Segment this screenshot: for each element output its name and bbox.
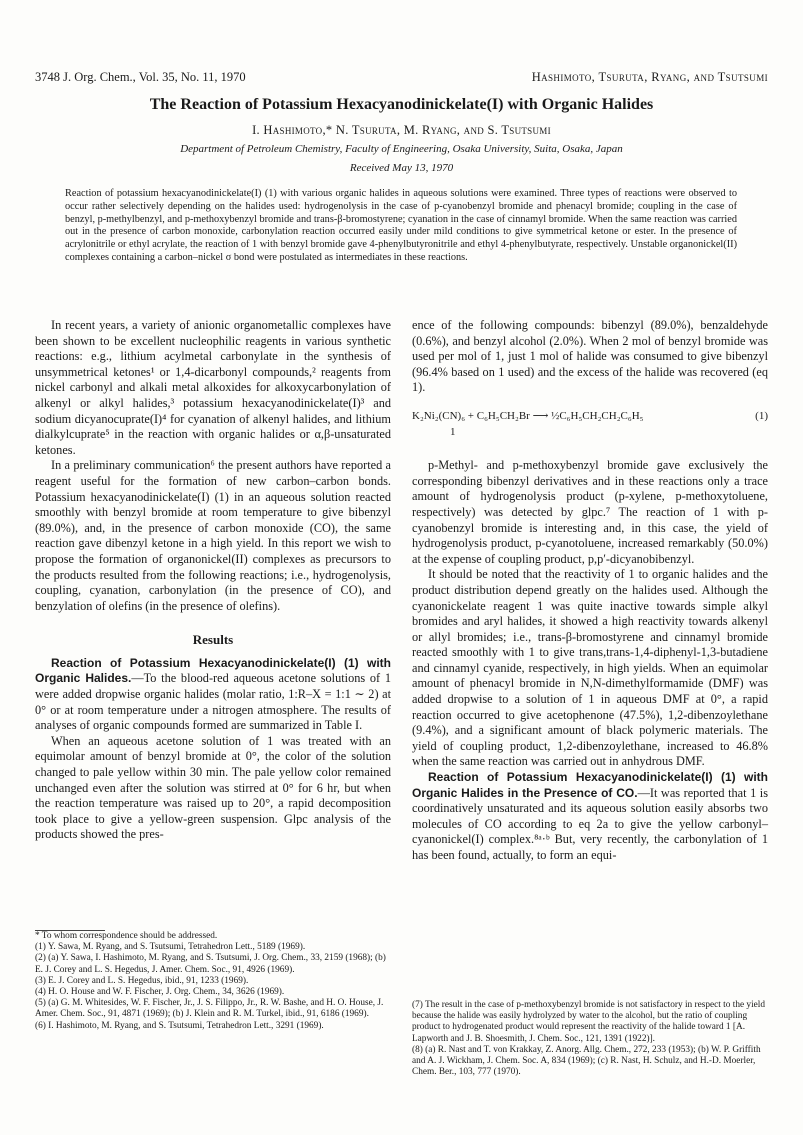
footnote: (4) H. O. House and W. F. Fischer, J. Org. Chem., 34, 3626 (1969). — [35, 987, 285, 998]
right-column — [412, 318, 768, 864]
right-paragraph-3: It should be noted that the reactivity of 1 to organic halides and the product distribution depend greatly on the halides used. Although the cyanonickelate reagent 1 was quite inactive towards simple alkyl bromides and aryl halides, it showed a high reactivity towards alkenyl or allyl bromides; i.e., trans-β-bromostyrene and cinnamyl bromide reacted smoothly with 1 to give trans,trans-1,4-diphenyl-1,3-butadiene and cinnamyl cyanide, respectively, in high yields. When an equimolar amount of phenacyl bromide in N,N-dimethylformamide (DMF) was added dropwise to a solution of 1 in aqueous DMF at 0°, a rapid reaction occurred to give acetophenone (47.5%), 1,2-dibenzoylethane (9.4%), and a significant amount of black polymeric materials. The yield of coupling product, 1,2-dibenzoylethane, increased to 46.8% when the same reaction was carried out in anhydrous DMF. — [412, 567, 768, 769]
section-1-heading: Reaction of Potassium Hexacyanodinickelate(I) (1) with Organic Halides. — [35, 655, 391, 686]
section-1-text: —To the blood-red aqueous acetone solutions of 1 were added dropwise organic halides (molar ratio, 1:R–X = 1:1 ∼ 2) at 0° or at room temperature under a nitrogen atmosphere. The results of analyses of organic compounds formed are summarized in Table I. — [35, 671, 392, 733]
affiliation: Department of Petroleum Chemistry, Faculty of Engineering, Osaka University, Suita, Osaka, Japan — [180, 143, 623, 155]
left-column — [35, 318, 391, 843]
section-1-paragraph — [35, 656, 391, 734]
section-2-paragraph — [412, 770, 768, 864]
footnote: (6) I. Hashimoto, M. Ryang, and S. Tsutsumi, Tetrahedron Lett., 3291 (1969). — [35, 1020, 324, 1031]
received-date: Received May 13, 1970 — [349, 162, 454, 174]
footnote: (3) E. J. Corey and L. S. Hegedus, ibid., 91, 1233 (1969). — [35, 975, 249, 986]
equation-number: (1) — [755, 409, 768, 422]
section-2-heading: Reaction of Potassium Hexacyanodinickelate(I) (1) with Organic Halides in the Presence of CO. — [412, 770, 768, 800]
equation-1 — [412, 409, 768, 440]
equation-label: 1 — [450, 425, 456, 438]
footnote: (8) (a) R. Nast and T. von Krakkay, Z. Anorg. Allg. Chem., 272, 233 (1953); (b) W. P. Griffith and A. J. Wickham, J. Chem. Soc. A, 834 (1969); (c) R. Nast, H. Schulz, and H.-D. Moerler, Chem. Ber., 103, 777 (1970). — [412, 1044, 761, 1078]
intro-paragraph-2: In a preliminary communication⁶ the present authors have reported a reagent useful for the formation of new carbon–carbon bonds. Potassium hexacyanodinickelate(I) (1) in an aqueous solution reacted smoothly with benzyl bromide at room temperature to give bibenzyl (89.0%), and, in the presence of carbon monoxide (CO), the same reaction gave dibenzyl ketone in a high yield. In this report we wish to propose the formation of organonickel(II) complexes as precursors to the products resulted from the following reactions; i.e., hydrogenolysis, coupling, cyanation, carbonylation (in the presence of CO), and benzylation of olefins (in the presence of olefins). — [35, 458, 391, 613]
footnote: (1) Y. Sawa, M. Ryang, and S. Tsutsumi, Tetrahedron Lett., 5189 (1969). — [35, 942, 306, 953]
footnote: (5) (a) G. M. Whitesides, W. F. Fischer, Jr., J. S. Filippo, Jr., R. W. Bashe, and H. O. House, J. Amer. Chem. Soc., 91, 4871 (1969); (b) J. Klein and R. M. Turkel, ibid., 91, 6186 (1969). — [35, 998, 384, 1020]
section-1-paragraph-2: When an aqueous acetone solution of 1 was treated with an equimolar amount of benzyl bromide at 0°, the color of the solution changed to pale yellow within 30 min. The pale yellow color remained unchanged even after the solution was stirred at 0° for 6 hr, but when the reaction temperature was raised up to 20°, a rapid decomposition took place to give a yellow-green suspension. Glpc analysis of the products showed the pres- — [35, 733, 391, 842]
author-list: I. Hashimoto,* N. Tsuruta, M. Ryang, and S. Tsutsumi — [252, 123, 551, 137]
right-paragraph-2: p-Methyl- and p-methoxybenzyl bromide gave exclusively the corresponding bibenzyl derivatives and in these reactions only a trace amount of hydrogenolysis product (p-xylene, p-methoxytoluene, respectively) was detected by glpc.⁷ The reaction of 1 with p-cyanobenzyl bromide is interesting and, in this case, the yield of hydrogenolysis product, p-cyanotoluene, increased remarkably (50.0%) at the expense of coupling product, p,p′-dicyanobibenzyl. — [412, 458, 768, 566]
footnote: (2) (a) Y. Sawa, I. Hashimoto, M. Ryang, and S. Tsutsumi, J. Org. Chem., 33, 2159 (1968); (b) E. J. Corey and L. S. Hegedus, J. Amer. Chem. Soc., 91, 4926 (1969). — [35, 953, 386, 975]
footnote: (7) The result in the case of p-methoxybenzyl bromide is not satisfactory in respect to the yield because the halide was easily hydrolyzed by water to the alcohol, but the ratio of coupling product to hydrogenated product would represent the reactivity of the halide toward 1 [A. Lapworth and J. B. Shoesmith, J. Chem. Soc., 121, 1391 (1922)]. — [412, 1000, 766, 1044]
section-2-text: —It was reported that 1 is coordinatively unsaturated and its aqueous solution easily absorbs two molecules of CO according to eq 2a to give the yellow carbonyl–cyanonickel(I) complex.⁸ᵃ·ᵇ But, very recently, the carbonylation of 1 has been found, actually, to form an equi- — [412, 785, 769, 862]
journal-citation: 3748 J. Org. Chem., Vol. 35, No. 11, 1970 — [35, 70, 246, 84]
continued-paragraph: ence of the following compounds: bibenzyl (89.0%), benzaldehyde (0.6%), and benzyl alcohol (2.0%). When 2 mol of benzyl bromide was used per mol of 1, just 1 mol of halide was consumed to give bibenzyl (96.4% based on 1 used) and the excess of the halide was recovered (eq 1). — [412, 318, 768, 395]
article-title: The Reaction of Potassium Hexacyanodinickelate(I) with Organic Halides — [149, 96, 654, 113]
footnotes-right — [412, 1000, 768, 1078]
equation-expression: K₂Ni₂(CN)₆ + C₆H₅CH₂Br ⟶ ½C₆H₅CH₂CH₂C₆H₅ — [412, 409, 644, 422]
running-authors: Hashimoto, Tsuruta, Ryang, and Tsutsumi — [531, 70, 768, 84]
intro-paragraph-1: In recent years, a variety of anionic organometallic complexes have been shown to be excellent nucleophilic reagents in various synthetic reactions: e.g., lithium acylmetal carbonylate in the synthesis of unsymmetrical ketones¹ or 1,4-dicarbonyl compounds,² reagents from nickel carbonyl and alkali metal alkoxides for alkoxycarbonylation of alkenyl or alkyl halides,³ potassium hexacyanodinickelate(I)³ and sodium dicyanocuprate(I)⁴ for cyanation of alkenyl halides, and lithium dialkylcuprate⁵ in the reaction with organic halides or α,β-unsaturated ketones. — [35, 318, 391, 457]
abstract: Reaction of potassium hexacyanodinickelate(I) (1) with various organic halides in aqueous solutions were examined. Three types of reactions were observed to occur rather selectively depending on the halides used: hydrogenolysis in the case of p-cyanobenzyl bromide and phenacyl bromide; coupling in the case of benzyl, p-methylbenzyl, and p-methoxybenzyl bromide and trans-β-bromostyrene; cyanation in the case of cinnamyl bromide. When the same reaction was carried out in the presence of carbon monoxide, carbonylation reaction occurred easily under mild conditions to give symmetrical ketone or ester. In the presence of acrylonitrile or ethyl acrylate, the reaction of 1 with benzyl bromide gave 4-phenylbutyronitrile and ethyl 4-phenylbutyrate, respectively. Unstable organonickel(II) complexes containing a carbon–nickel σ bond were postulated as intermediates in these reactions. — [65, 188, 737, 263]
results-heading: Results — [192, 632, 234, 648]
equation-body — [412, 409, 643, 440]
footnote: * To whom correspondence should be addressed. — [35, 931, 218, 941]
footnotes-left — [35, 930, 391, 1032]
